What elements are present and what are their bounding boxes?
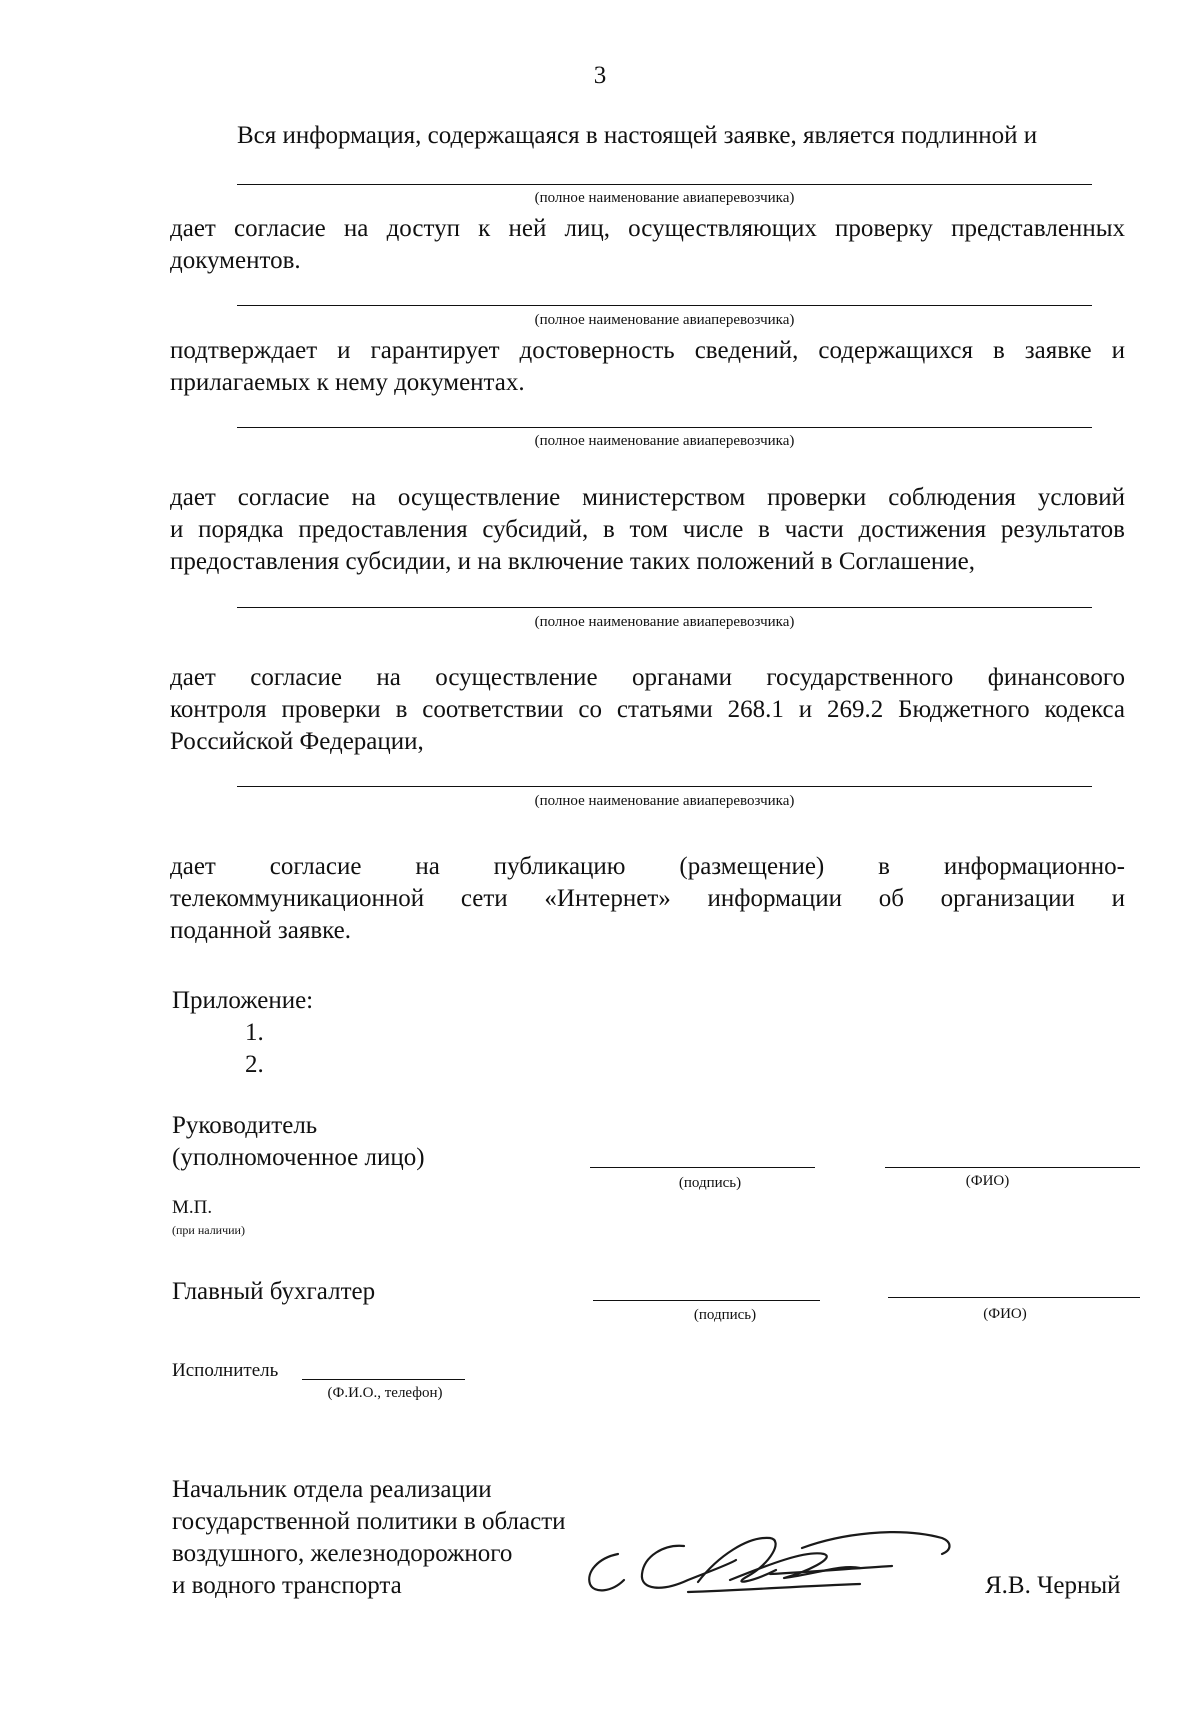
page-number: 3	[593, 62, 607, 89]
chief-position-line: Начальник отдела реализации	[172, 1476, 492, 1503]
publication-paragraph	[170, 851, 1125, 947]
paragraph-line: поданной заявке.	[170, 917, 352, 944]
chief-position-line: государственной политики в области	[172, 1508, 566, 1535]
chief-name: Я.В. Черный	[985, 1572, 1121, 1599]
executor-line	[302, 1379, 465, 1380]
head-name-caption: (ФИО)	[965, 1173, 1010, 1189]
paragraph-line: Российской Федерации,	[170, 728, 424, 755]
intro-text: Вся информация, содержащаяся в настоящей заявке, является подлинной и	[237, 122, 1038, 149]
paragraph-line: дает согласие на осуществление органами государственного финансового	[170, 664, 1125, 691]
seal-note: (при наличии)	[172, 1223, 245, 1237]
carrier-name-line-1	[237, 184, 1092, 185]
accountant-name-caption: (ФИО)	[983, 1306, 1027, 1322]
ministry-check-paragraph	[170, 482, 1125, 578]
accountant-name-line	[888, 1297, 1140, 1298]
attachment-item-1: 1.	[245, 1019, 264, 1046]
confirm-guarantee-paragraph	[170, 335, 1125, 399]
paragraph-line: документов.	[170, 247, 301, 274]
chief-position	[172, 1474, 566, 1602]
chief-position-line: воздушного, железнодорожного	[172, 1540, 513, 1567]
paragraph-line: подтверждает и гарантирует достоверность сведений, содержащихся в заявке и	[170, 337, 1125, 364]
paragraph-line: прилагаемых к нему документах.	[170, 369, 525, 396]
paragraph-line: предоставления субсидии, и на включение таких положений в Соглашение,	[170, 548, 976, 575]
paragraph-line: контроля проверки в соответствии со статьями 268.1 и 269.2 Бюджетного кодекса	[170, 696, 1125, 723]
head-subtitle: (уполномоченное лицо)	[172, 1144, 425, 1171]
handwritten-signature-icon	[580, 1520, 1000, 1620]
paragraph-line: дает согласие на публикацию (размещение) в информационно-	[170, 853, 1125, 880]
carrier-caption-3: (полное наименование авиаперевозчика)	[534, 433, 795, 449]
carrier-name-line-4	[237, 607, 1092, 608]
paragraph-line: телекоммуникационной сети «Интернет» информации об организации и	[170, 885, 1125, 912]
chief-position-line: и водного транспорта	[172, 1572, 402, 1599]
head-signature-caption: (подпись)	[678, 1175, 742, 1191]
head-title: Руководитель	[172, 1112, 318, 1139]
attachment-item-2: 2.	[245, 1051, 264, 1078]
executor-label: Исполнитель	[172, 1360, 279, 1381]
financial-control-paragraph	[170, 662, 1125, 758]
consent-access-paragraph	[170, 213, 1125, 277]
accountant-signature-line	[593, 1300, 820, 1301]
carrier-caption-1: (полное наименование авиаперевозчика)	[534, 190, 795, 206]
carrier-name-line-3	[237, 427, 1092, 428]
carrier-name-line-2	[237, 305, 1092, 306]
attachment-title: Приложение:	[172, 987, 314, 1014]
head-name-line	[885, 1167, 1140, 1168]
executor-caption: (Ф.И.О., телефон)	[327, 1385, 443, 1401]
paragraph-line: дает согласие на доступ к ней лиц, осуществляющих проверку представленных	[170, 215, 1125, 242]
carrier-name-line-5	[237, 786, 1092, 787]
accountant-signature-caption: (подпись)	[693, 1307, 757, 1323]
paragraph-line: дает согласие на осуществление министерством проверки соблюдения условий	[170, 484, 1125, 511]
carrier-caption-4: (полное наименование авиаперевозчика)	[534, 614, 795, 630]
head-signature-line	[590, 1167, 815, 1168]
carrier-caption-5: (полное наименование авиаперевозчика)	[534, 793, 795, 809]
carrier-caption-2: (полное наименование авиаперевозчика)	[534, 312, 795, 328]
paragraph-line: и порядка предоставления субсидий, в том числе в части достижения результатов	[170, 516, 1125, 543]
seal-label: М.П.	[172, 1197, 213, 1218]
accountant-title: Главный бухгалтер	[172, 1278, 376, 1305]
